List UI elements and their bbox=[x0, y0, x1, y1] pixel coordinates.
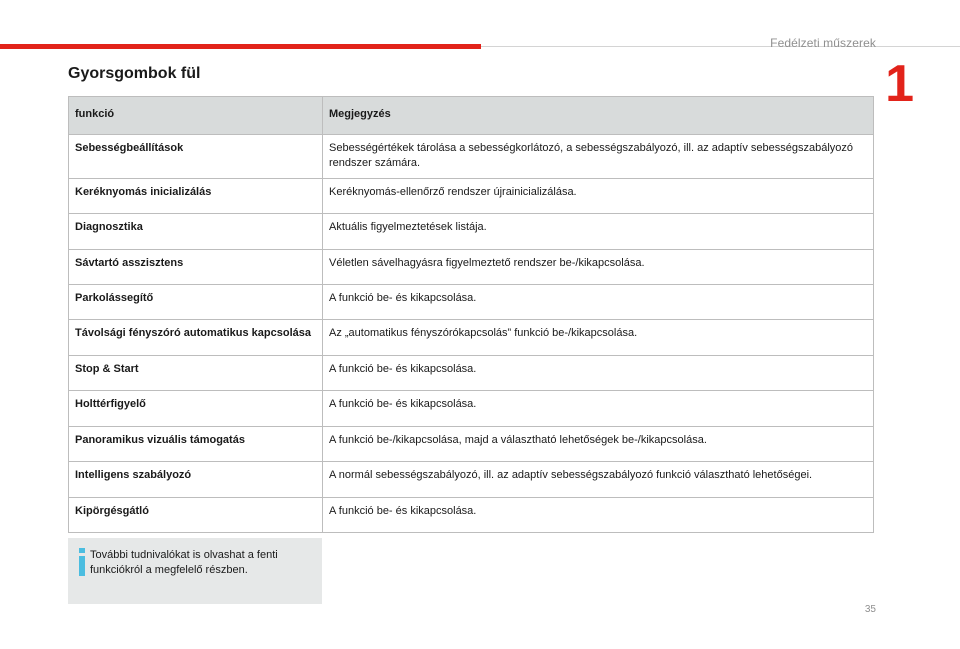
function-name: Sávtartó asszisztens bbox=[69, 250, 323, 285]
function-name: Panoramikus vizuális támogatás bbox=[69, 427, 323, 462]
function-note: Az „automatikus fényszórókapcsolás” funkció be-/kikapcsolása. bbox=[323, 320, 874, 356]
table-row bbox=[69, 179, 874, 214]
function-note: Aktuális figyelmeztetések listája. bbox=[323, 214, 874, 250]
function-name: Sebességbeállítások bbox=[69, 135, 323, 179]
header-divider bbox=[481, 46, 960, 47]
table-row bbox=[69, 214, 874, 250]
header-accent-bar bbox=[0, 44, 481, 49]
function-note: A funkció be- és kikapcsolása. bbox=[323, 285, 874, 320]
function-note: A funkció be- és kikapcsolása. bbox=[323, 356, 874, 391]
table-row bbox=[69, 427, 874, 462]
function-name: Keréknyomás inicializálás bbox=[69, 179, 323, 214]
function-note: A funkció be- és kikapcsolása. bbox=[323, 391, 874, 427]
table-row bbox=[69, 498, 874, 533]
table-row bbox=[69, 320, 874, 356]
info-text: További tudnivalókat is olvashat a fenti funkciókról a megfelelő részben. bbox=[90, 549, 278, 576]
column-header-function: funkció bbox=[69, 97, 323, 135]
table-row bbox=[69, 391, 874, 427]
table-row bbox=[69, 135, 874, 179]
page-number: 35 bbox=[864, 604, 876, 615]
table-row bbox=[69, 462, 874, 498]
section-title: Gyorsgombok fül bbox=[68, 65, 201, 82]
function-note: Sebességértékek tárolása a sebességkorlátozó, a sebességszabályozó, ill. az adaptív sebességszabályozó rendszer számára. bbox=[323, 135, 874, 179]
table-row bbox=[69, 356, 874, 391]
info-icon bbox=[78, 548, 86, 576]
function-note: A normál sebességszabályozó, ill. az adaptív sebességszabályozó funkció választható lehetőségei. bbox=[323, 462, 874, 498]
function-name: Diagnosztika bbox=[69, 214, 323, 250]
function-note: A funkció be-/kikapcsolása, majd a választható lehetőségek be-/kikapcsolása. bbox=[323, 427, 874, 462]
table-header-row bbox=[69, 97, 874, 135]
chapter-number: 1 bbox=[885, 55, 914, 113]
info-note bbox=[68, 538, 322, 604]
function-name: Parkolássegítő bbox=[69, 285, 323, 320]
function-name: Távolsági fényszóró automatikus kapcsolása bbox=[69, 320, 323, 356]
table-row bbox=[69, 250, 874, 285]
chapter-title: Fedélzeti műszerek bbox=[770, 36, 876, 50]
function-name: Holttérfigyelő bbox=[69, 391, 323, 427]
functions-table bbox=[68, 96, 874, 533]
function-note: A funkció be- és kikapcsolása. bbox=[323, 498, 874, 533]
function-note: Keréknyomás-ellenőrző rendszer újrainicializálása. bbox=[323, 179, 874, 214]
function-name: Kipörgésgátló bbox=[69, 498, 323, 533]
function-name: Stop & Start bbox=[69, 356, 323, 391]
function-note: Véletlen sávelhagyásra figyelmeztető rendszer be-/kikapcsolása. bbox=[323, 250, 874, 285]
function-name: Intelligens szabályozó bbox=[69, 462, 323, 498]
column-header-note: Megjegyzés bbox=[323, 97, 874, 135]
table-row bbox=[69, 285, 874, 320]
